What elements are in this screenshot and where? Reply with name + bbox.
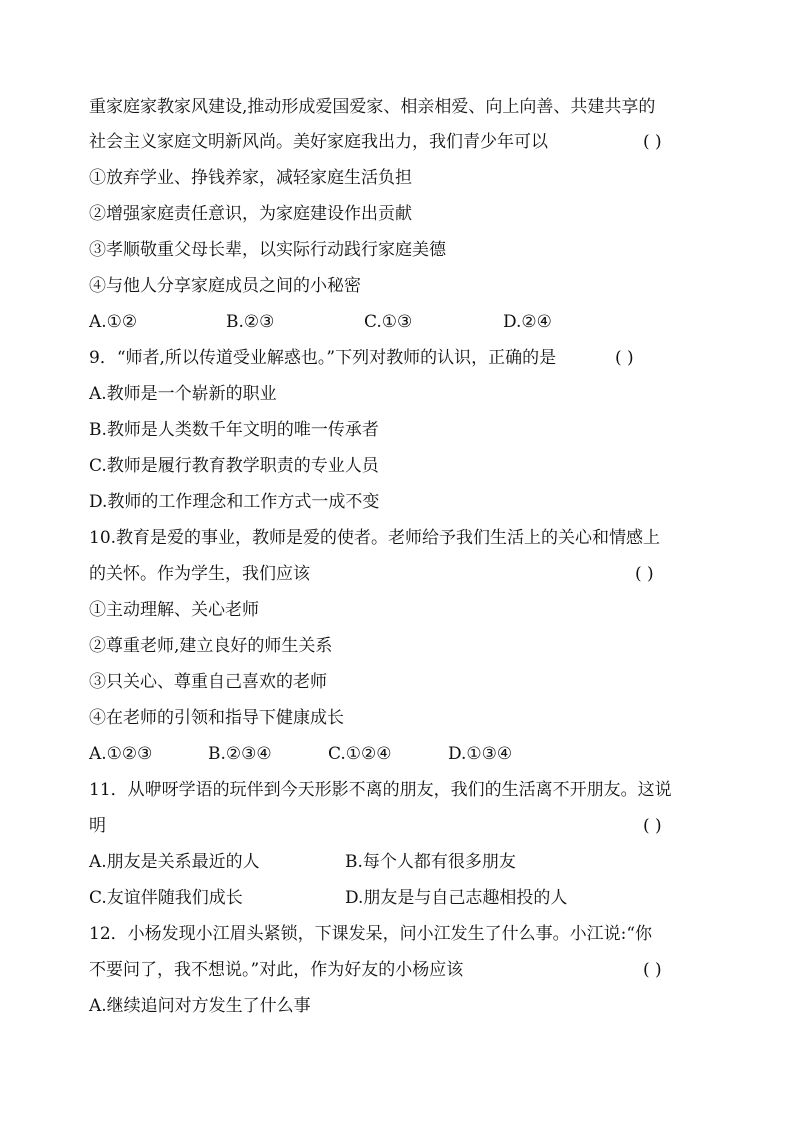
q10-stem-line-2 bbox=[89, 563, 705, 585]
q10-option-c: C.①②④ bbox=[328, 744, 392, 764]
q9-stem-text: 9．“师者,所以传道受业解惑也。”下列对教师的认识，正确的是 bbox=[89, 348, 557, 368]
q8-item-2: ②增强家庭责任意识，为家庭建设作出贡献 bbox=[89, 204, 412, 224]
q11-stem-line-1: 11．从咿呀学语的玩伴到今天形影不离的朋友，我们的生活离不开朋友。这说 bbox=[89, 780, 672, 800]
q9-stem-line-1 bbox=[89, 347, 705, 369]
q9-option-a: A.教师是一个崭新的职业 bbox=[89, 384, 277, 404]
q12-option-a: A.继续追问对方发生了什么事 bbox=[89, 996, 311, 1016]
q8-item-3: ③孝顺敬重父母长辈，以实际行动践行家庭美德 bbox=[89, 240, 446, 260]
q10-option-a: A.①②③ bbox=[89, 744, 153, 764]
q12-stem-line-2 bbox=[89, 959, 705, 981]
q9-option-b: B.教师是人类数千年文明的唯一传承者 bbox=[89, 420, 379, 440]
q8-option-d: D.②④ bbox=[503, 312, 552, 332]
q10-option-b: B.②③④ bbox=[208, 744, 272, 764]
q10-item-2: ②尊重老师,建立良好的师生关系 bbox=[89, 636, 333, 656]
q9-answer-bracket: ( ) bbox=[615, 348, 634, 368]
q11-answer-bracket: ( ) bbox=[643, 816, 662, 836]
q10-item-4: ④在老师的引领和指导下健康成长 bbox=[89, 708, 344, 728]
q9-option-c: C.教师是履行教育教学职责的专业人员 bbox=[89, 456, 379, 476]
q11-option-a: A.朋友是关系最近的人 bbox=[89, 852, 260, 872]
q11-stem-line-2 bbox=[89, 815, 705, 837]
q8-option-c: C.①③ bbox=[364, 312, 413, 332]
q8-item-1: ①放弃学业、挣钱养家，减轻家庭生活负担 bbox=[89, 168, 412, 188]
q10-item-1: ①主动理解、关心老师 bbox=[89, 600, 259, 620]
q10-item-3: ③只关心、尊重自己喜欢的老师 bbox=[89, 672, 327, 692]
q12-answer-bracket: ( ) bbox=[643, 960, 662, 980]
q12-stem-line-1: 12．小杨发现小江眉头紧锁，下课发呆，问小江发生了什么事。小江说:“你 bbox=[89, 924, 653, 944]
q8-option-b: B.②③ bbox=[226, 312, 275, 332]
q11-stem-text: 明 bbox=[89, 816, 106, 836]
q10-option-d: D.①③④ bbox=[448, 744, 513, 764]
q8-stem-line-2 bbox=[89, 131, 705, 153]
q8-option-a: A.①② bbox=[89, 312, 138, 332]
q11-option-b: B.每个人都有很多朋友 bbox=[345, 852, 516, 872]
q8-answer-bracket: ( ) bbox=[643, 132, 662, 152]
q11-option-c: C.友谊伴随我们成长 bbox=[89, 888, 243, 908]
q10-stem-line-1: 10.教育是爱的事业，教师是爱的使者。老师给予我们生活上的关心和情感上 bbox=[89, 528, 661, 548]
q10-answer-bracket: ( ) bbox=[635, 564, 654, 584]
q8-stem-text: 社会主义家庭文明新风尚。美好家庭我出力，我们青少年可以 bbox=[89, 132, 548, 152]
q8-item-4: ④与他人分享家庭成员之间的小秘密 bbox=[89, 276, 361, 296]
q9-option-d: D.教师的工作理念和工作方式一成不变 bbox=[89, 492, 380, 512]
q8-stem-line-1: 重家庭家教家风建设,推动形成爱国爱家、相亲相爱、向上向善、共建共享的 bbox=[89, 97, 656, 117]
q11-option-d: D.朋友是与自己志趣相投的人 bbox=[345, 888, 568, 908]
q12-stem-text: 不要问了，我不想说。”对此，作为好友的小杨应该 bbox=[89, 960, 464, 980]
q10-stem-text: 的关怀。作为学生，我们应该 bbox=[89, 564, 310, 584]
